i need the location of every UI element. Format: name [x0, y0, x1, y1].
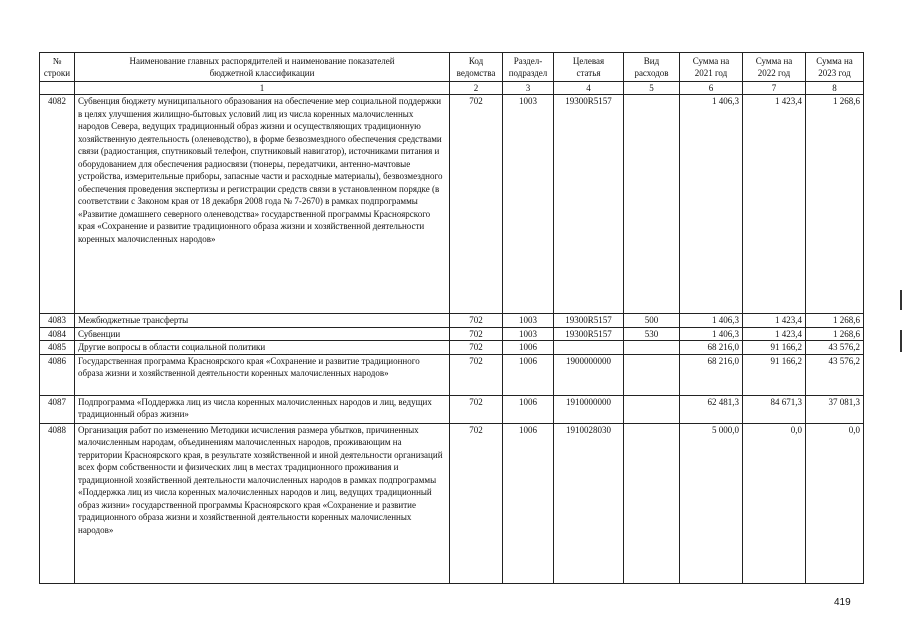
amount-2023: 43 576,2 [806, 341, 864, 355]
column-number: 5 [624, 82, 680, 95]
budget-table [39, 52, 864, 584]
amount-2022: 1 423,4 [743, 314, 806, 328]
binding-mark [900, 330, 902, 352]
department-code: 702 [450, 354, 503, 395]
binding-mark [900, 290, 902, 310]
expense-type [624, 354, 680, 395]
amount-2021: 62 481,3 [680, 395, 743, 423]
expense-type [624, 423, 680, 583]
section-code: 1006 [503, 341, 554, 355]
row-name: Межбюджетные трансферты [75, 314, 450, 328]
expense-type [624, 95, 680, 314]
row-number: 4088 [40, 423, 75, 583]
amount-2021: 1 406,3 [680, 327, 743, 341]
amount-2021: 1 406,3 [680, 95, 743, 314]
amount-2022: 1 423,4 [743, 95, 806, 314]
header-section: Раздел- подраздел [503, 53, 554, 82]
amount-2023: 37 081,3 [806, 395, 864, 423]
amount-2022: 84 671,3 [743, 395, 806, 423]
expense-type: 500 [624, 314, 680, 328]
column-number: 1 [75, 82, 450, 95]
header-sum-2022: Сумма на 2022 год [743, 53, 806, 82]
department-code: 702 [450, 327, 503, 341]
row-name: Другие вопросы в области социальной политики [75, 341, 450, 355]
column-number-row [40, 82, 864, 95]
expense-type: 530 [624, 327, 680, 341]
section-code: 1003 [503, 314, 554, 328]
table-row [40, 327, 864, 341]
header-name: Наименование главных распорядителей и наименование показателей бюджетной классификации [75, 53, 450, 82]
amount-2022: 91 166,2 [743, 354, 806, 395]
header-target-item: Целевая статья [554, 53, 624, 82]
amount-2021: 68 216,0 [680, 341, 743, 355]
target-item: 1910028030 [554, 423, 624, 583]
row-name: Субвенции [75, 327, 450, 341]
section-code: 1006 [503, 395, 554, 423]
header-sum-2023: Сумма на 2023 год [806, 53, 864, 82]
section-code: 1006 [503, 423, 554, 583]
header-expense-type: Вид расходов [624, 53, 680, 82]
row-number: 4085 [40, 341, 75, 355]
row-number: 4087 [40, 395, 75, 423]
header-department-code: Код ведомства [450, 53, 503, 82]
amount-2022: 91 166,2 [743, 341, 806, 355]
expense-type [624, 341, 680, 355]
section-code: 1006 [503, 354, 554, 395]
amount-2021: 1 406,3 [680, 314, 743, 328]
row-name: Государственная программа Красноярского края «Сохранение и развитие традиционного образа жизни и хозяйственной деятельности коренных малочисленных народов» [75, 354, 450, 395]
table-row [40, 314, 864, 328]
target-item: 19300R5157 [554, 327, 624, 341]
table-row [40, 395, 864, 423]
section-code: 1003 [503, 327, 554, 341]
amount-2023: 43 576,2 [806, 354, 864, 395]
column-number: 2 [450, 82, 503, 95]
amount-2021: 68 216,0 [680, 354, 743, 395]
table-row [40, 423, 864, 583]
table-row [40, 354, 864, 395]
row-number: 4086 [40, 354, 75, 395]
department-code: 702 [450, 423, 503, 583]
department-code: 702 [450, 95, 503, 314]
column-number: 3 [503, 82, 554, 95]
amount-2023: 1 268,6 [806, 95, 864, 314]
column-number: 8 [806, 82, 864, 95]
expense-type [624, 395, 680, 423]
department-code: 702 [450, 314, 503, 328]
department-code: 702 [450, 341, 503, 355]
row-number: 4082 [40, 95, 75, 314]
row-name: Организация работ по изменению Методики исчисления размера убытков, причиненных малочисленным народам, объединениям малочисленных народов, проживающим на территории Красноярского края, в результате хозяйственной и иной деятельности организаций всех форм собственности и физических лиц в местах традиционного проживания и традиционной хозяйственной деятельности малочисленных народов в рамках подпрограммы «Поддержка лиц из числа коренных малочисленных народов и лиц, ведущих традиционный образ жизни» государственной программы Красноярского края «Сохранение и развитие традиционного образа жизни и хозяйственной деятельности коренных малочисленных народов» [75, 423, 450, 583]
column-number: 6 [680, 82, 743, 95]
amount-2023: 0,0 [806, 423, 864, 583]
row-number: 4083 [40, 314, 75, 328]
table-row [40, 95, 864, 314]
amount-2023: 1 268,6 [806, 327, 864, 341]
row-name: Подпрограмма «Поддержка лиц из числа коренных малочисленных народов и лиц, ведущих традиционный образ жизни» [75, 395, 450, 423]
section-code: 1003 [503, 95, 554, 314]
target-item: 19300R5157 [554, 95, 624, 314]
amount-2023: 1 268,6 [806, 314, 864, 328]
page-number: 419 [834, 597, 851, 608]
amount-2022: 1 423,4 [743, 327, 806, 341]
target-item [554, 341, 624, 355]
table-header [40, 53, 864, 95]
column-number: 7 [743, 82, 806, 95]
amount-2021: 5 000,0 [680, 423, 743, 583]
target-item: 1910000000 [554, 395, 624, 423]
target-item: 1900000000 [554, 354, 624, 395]
amount-2022: 0,0 [743, 423, 806, 583]
row-name: Субвенция бюджету муниципального образования на обеспечение мер социальной поддержки в целях улучшения жилищно-бытовых условий лиц из числа коренных малочисленных народов Севера, ведущих традиционный образ жизни и осуществляющих традиционную хозяйственную деятельность (оленеводство), в форме безвозмездного обеспечения средствами связи (радиостанция, спутниковый телефон, спутниковый навигатор), источниками питания и оборудованием для обеспечения радиосвязи (тюнеры, передатчики, антенно-мачтовые устройства, измерительные приборы, запасные части и расходные материалы), безвозмездного обеспечения проведения экспертизы и регистрации средств связи в установленном порядке (в соответствии с Законом края от 18 декабря 2008 года № 7-2670) в рамках подпрограммы «Развитие домашнего северного оленеводства» государственной программы Красноярского края «Сохранение и развитие традиционного образа жизни и хозяйственной деятельности коренных малочисленных народов» [75, 95, 450, 314]
column-number: 4 [554, 82, 624, 95]
column-number [40, 82, 75, 95]
department-code: 702 [450, 395, 503, 423]
header-sum-2021: Сумма на 2021 год [680, 53, 743, 82]
header-row-number: № строки [40, 53, 75, 82]
table-row [40, 341, 864, 355]
row-number: 4084 [40, 327, 75, 341]
target-item: 19300R5157 [554, 314, 624, 328]
